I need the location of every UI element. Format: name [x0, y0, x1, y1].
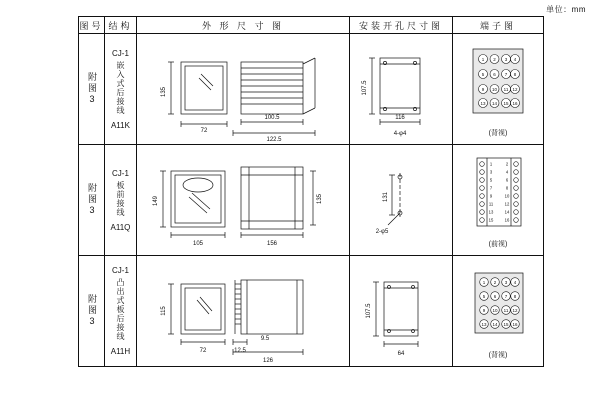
svg-text:14: 14: [504, 209, 510, 214]
terminal-drawing-1: [453, 34, 543, 144]
cell-outline: [136, 145, 349, 256]
terminal-drawing-2: [453, 145, 543, 255]
dim-105: 105: [192, 241, 203, 247]
header-terminal: 端子图: [452, 17, 543, 34]
svg-text:12: 12: [512, 307, 518, 313]
unit-note: 单位：mm: [546, 5, 586, 14]
dim-2-phi5: 2-φ5: [375, 229, 389, 235]
structure-desc: 嵌入式后接线: [115, 60, 125, 115]
svg-text:15: 15: [503, 100, 509, 106]
cell-fig-no: [79, 34, 105, 145]
dim-135: 135: [316, 193, 323, 205]
mounting-drawing-2: [350, 145, 452, 255]
fig-no-label: 附图3: [86, 294, 97, 328]
dim-12-5: 12.5: [234, 348, 246, 354]
cell-mounting: [349, 145, 452, 256]
dim-156: 156: [266, 241, 277, 247]
svg-text:3: 3: [504, 56, 508, 62]
dim-107-5: 107.5: [361, 80, 368, 96]
dim-116: 116: [395, 115, 405, 121]
svg-text:7: 7: [489, 185, 493, 190]
cell-fig-no: [79, 256, 105, 367]
structure-model: CJ-1: [112, 48, 129, 58]
terminal-view-label: (背视): [488, 351, 508, 359]
svg-text:3: 3: [489, 169, 493, 174]
svg-text:3: 3: [504, 279, 508, 285]
outline-drawing-2: [137, 145, 349, 255]
svg-text:1: 1: [481, 56, 485, 62]
cell-mounting: [349, 256, 452, 367]
svg-text:12: 12: [504, 201, 510, 206]
outline-drawing-3: [137, 256, 349, 366]
svg-text:16: 16: [512, 321, 518, 327]
structure-desc: 凸出式板后接线: [115, 278, 125, 341]
structure-code: A11H: [110, 347, 131, 356]
table-header-row: [79, 17, 544, 34]
svg-text:11: 11: [488, 201, 494, 206]
svg-text:11: 11: [503, 307, 509, 313]
terminal-view-label: (前视): [488, 240, 508, 248]
table-row: [79, 34, 544, 145]
svg-text:9: 9: [489, 193, 493, 198]
dim-149: 149: [152, 195, 159, 207]
cell-outline: [136, 34, 349, 145]
svg-text:13: 13: [480, 100, 486, 106]
cell-terminal: [452, 34, 543, 145]
mounting-drawing-3: [350, 256, 452, 366]
header-structure: 结构: [104, 17, 136, 34]
svg-text:8: 8: [513, 293, 517, 299]
svg-text:15: 15: [503, 321, 509, 327]
svg-text:5: 5: [489, 177, 493, 182]
dim-126: 126: [262, 358, 273, 364]
svg-text:13: 13: [481, 321, 487, 327]
structure-code: A11K: [110, 120, 130, 130]
svg-text:16: 16: [512, 100, 518, 106]
svg-text:2: 2: [505, 161, 509, 166]
header-outline: 外 形 尺 寸 图: [136, 17, 349, 34]
dim-135: 135: [160, 86, 167, 98]
dim-107-5: 107.5: [365, 303, 372, 319]
dim-4-phi4: 4-φ4: [393, 131, 407, 137]
svg-text:9: 9: [482, 307, 486, 313]
svg-text:16: 16: [504, 217, 510, 222]
svg-text:6: 6: [493, 293, 497, 299]
cell-outline: [136, 256, 349, 367]
spec-table: [78, 16, 544, 367]
svg-text:14: 14: [491, 100, 497, 106]
svg-text:8: 8: [513, 71, 517, 77]
terminal-view-label: (背视): [488, 129, 508, 137]
structure-model: CJ-1: [112, 266, 129, 275]
dim-72: 72: [199, 348, 207, 354]
svg-text:10: 10: [491, 86, 497, 92]
dim-9-5: 9.5: [260, 336, 270, 342]
dim-64: 64: [397, 351, 405, 357]
outline-drawing-1: [137, 34, 349, 144]
svg-text:13: 13: [488, 209, 494, 214]
svg-text:7: 7: [504, 293, 508, 299]
svg-text:12: 12: [512, 86, 518, 92]
svg-text:9: 9: [481, 86, 485, 92]
dim-131: 131: [382, 191, 389, 203]
cell-mounting: [349, 34, 452, 145]
cell-structure: [104, 34, 136, 145]
structure-desc: 板前接线: [115, 180, 125, 217]
cell-fig-no: [79, 145, 105, 256]
structure-code: A11Q: [110, 222, 131, 232]
svg-text:2: 2: [493, 56, 496, 62]
svg-text:2: 2: [493, 279, 497, 285]
svg-text:4: 4: [513, 56, 517, 62]
table-row: [79, 145, 544, 256]
svg-text:1: 1: [482, 279, 486, 285]
svg-text:10: 10: [504, 193, 510, 198]
svg-text:5: 5: [481, 71, 485, 77]
dim-72: 72: [200, 128, 208, 134]
svg-text:4: 4: [513, 279, 517, 285]
mounting-drawing-1: [350, 34, 452, 144]
cell-terminal: [452, 145, 543, 256]
fig-no-label: 附图3: [86, 183, 97, 217]
fig-no-label: 附图3: [86, 72, 97, 106]
table-row: [79, 256, 544, 367]
cell-terminal: [452, 256, 543, 367]
header-fig-no: 图号: [79, 17, 105, 34]
header-mounting: 安装开孔尺寸图: [349, 17, 452, 34]
svg-text:1: 1: [489, 161, 493, 166]
cell-structure: [104, 256, 136, 367]
dim-115: 115: [160, 306, 167, 316]
terminal-drawing-3: [453, 256, 543, 366]
svg-text:4: 4: [505, 169, 509, 174]
svg-text:14: 14: [492, 321, 498, 327]
structure-model: CJ-1: [112, 168, 129, 178]
dim-122-5: 122.5: [266, 137, 282, 143]
svg-text:15: 15: [488, 217, 494, 222]
dim-100-5: 100.5: [264, 115, 280, 121]
svg-text:10: 10: [492, 307, 498, 313]
svg-text:8: 8: [505, 185, 509, 190]
svg-text:6: 6: [505, 177, 509, 182]
svg-text:11: 11: [503, 86, 509, 92]
svg-text:5: 5: [482, 293, 486, 299]
svg-text:7: 7: [504, 71, 508, 77]
cell-structure: [104, 145, 136, 256]
svg-text:6: 6: [493, 71, 496, 77]
